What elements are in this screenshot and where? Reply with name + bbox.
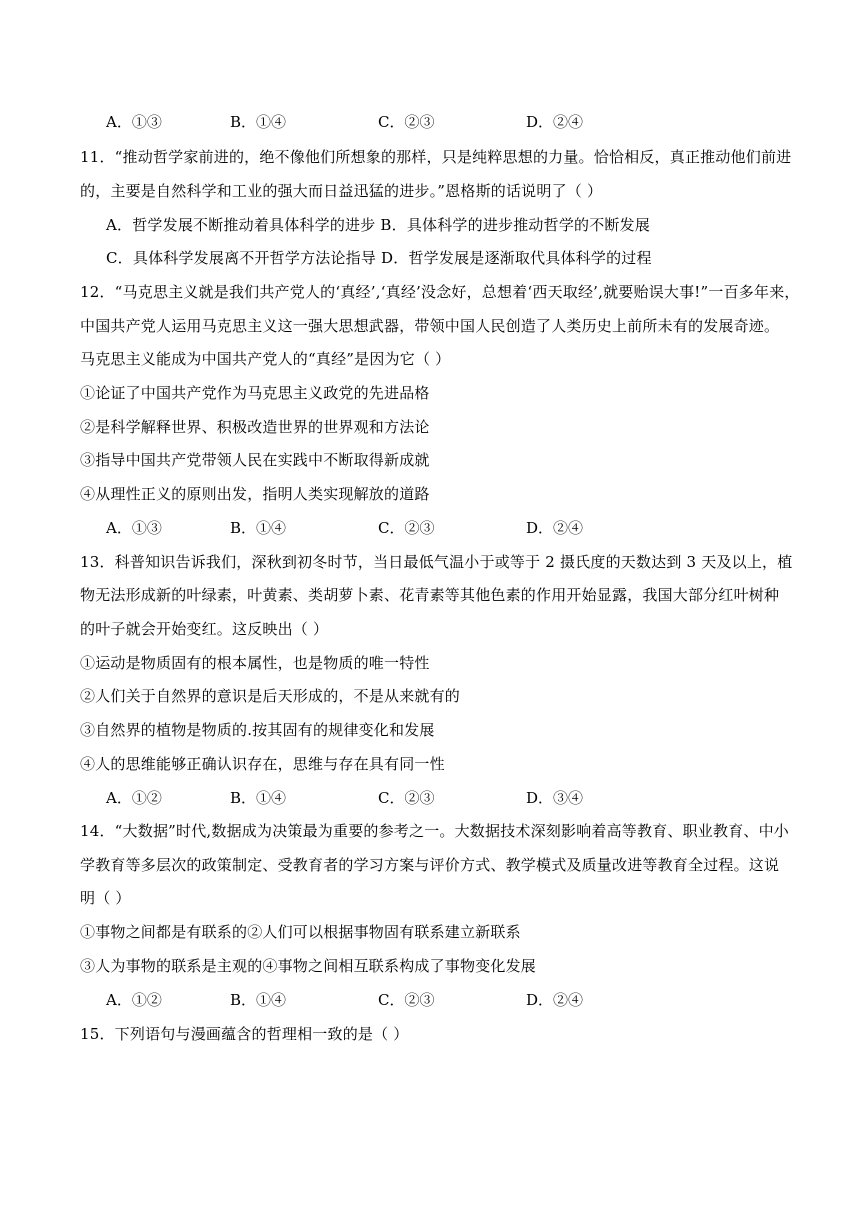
- q13-item-4: ④人的思维能够正确认识存在，思维与存在具有同一性: [80, 755, 445, 773]
- q12-option-b: B．①④: [230, 519, 287, 537]
- q13-stem-line-3: 的叶子就会开始变红。这反映出（ ）: [80, 620, 329, 638]
- q14-option-a: A．①②: [106, 991, 162, 1009]
- q13-item-2: ②人们关于自然界的意识是后天形成的，不是从来就有的: [80, 687, 461, 705]
- q11-stem-line-2: 的，主要是自然科学和工业的强大而日益迅猛的进步。”恩格斯的话说明了（ ）: [80, 182, 603, 200]
- q14-option-d: D．②④: [526, 991, 584, 1009]
- q14-stem-line-3: 明（ ）: [80, 889, 131, 907]
- q10-option-c: C．②③: [378, 113, 435, 131]
- q13-item-3: ③自然界的植物是物质的.按其固有的规律变化和发展: [80, 721, 435, 739]
- q14-item-line-2: ③人为事物的联系是主观的④事物之间相互联系构成了事物变化发展: [80, 957, 537, 975]
- q14-item-line-1: ①事物之间都是有联系的②人们可以根据事物固有联系建立新联系: [80, 923, 521, 941]
- q10-option-b: B．①④: [230, 113, 287, 131]
- q11-options-line-1: A．哲学发展不断推动着具体科学的进步 B．具体科学的进步推动哲学的不断发展: [106, 216, 651, 234]
- q14-stem-line-2: 学教育等多层次的政策制定、受教育者的学习方案与评价方式、教学模式及质量改进等教育全过程。这说: [80, 856, 780, 874]
- q12-stem-line-2: 中国共产党人运用马克思主义这一强大思想武器，带领中国人民创造了人类历史上前所未有的发展奇迹。: [80, 317, 780, 335]
- q12-item-3: ③指导中国共产党带领人民在实践中不断取得新成就: [80, 451, 430, 469]
- q12-item-2: ②是科学解释世界、积极改造世界的世界观和方法论: [80, 418, 430, 436]
- q12-option-c: C．②③: [378, 519, 435, 537]
- q14-stem-line-1: 14．“大数据”时代,数据成为决策最为重要的参考之一。大数据技术深刻影响着高等教育、职业教育、中小: [80, 822, 789, 840]
- q13-item-1: ①运动是物质固有的根本属性，也是物质的唯一特性: [80, 654, 430, 672]
- q13-option-d: D．③④: [526, 789, 584, 807]
- q11-stem-line-1: 11．“推动哲学家前进的，绝不像他们所想象的那样，只是纯粹思想的力量。恰恰相反，真正推动他们前进: [80, 148, 792, 166]
- q10-option-d: D．②④: [526, 113, 584, 131]
- q13-option-a: A．①②: [106, 789, 162, 807]
- q12-option-d: D．②④: [526, 519, 584, 537]
- q12-item-1: ①论证了中国共产党作为马克思主义政党的先进品格: [80, 384, 430, 402]
- q12-item-4: ④从理性正义的原则出发，指明人类实现解放的道路: [80, 485, 430, 503]
- q15-stem-line-1: 15．下列语句与漫画蕴含的哲理相一致的是（ ）: [80, 1025, 409, 1043]
- q12-stem-line-1: 12．“马克思主义就是我们共产党人的‘真经’,‘真经’没念好，总想着‘西天取经’,就要贻误大事!”一百多年来，: [80, 283, 800, 301]
- q13-stem-line-2: 物无法形成新的叶绿素，叶黄素、类胡萝卜素、花青素等其他色素的作用开始显露，我国大部分红叶树种: [80, 586, 780, 604]
- q14-option-b: B．①④: [230, 991, 287, 1009]
- q12-option-a: A．①③: [106, 519, 162, 537]
- q10-option-a: A．①③: [106, 113, 162, 131]
- q12-stem-line-3: 马克思主义能成为中国共产党人的“真经”是因为它（ ）: [80, 350, 451, 368]
- q13-option-c: C．②③: [378, 789, 435, 807]
- q13-stem-line-1: 13．科普知识告诉我们，深秋到初冬时节，当日最低气温小于或等于 2 摄氏度的天数达到 3 天及以上，植: [80, 553, 793, 571]
- q13-option-b: B．①④: [230, 789, 287, 807]
- q11-options-line-2: C．具体科学发展离不开哲学方法论指导 D．哲学发展是逐渐取代具体科学的过程: [106, 249, 652, 267]
- q14-option-c: C．②③: [378, 991, 435, 1009]
